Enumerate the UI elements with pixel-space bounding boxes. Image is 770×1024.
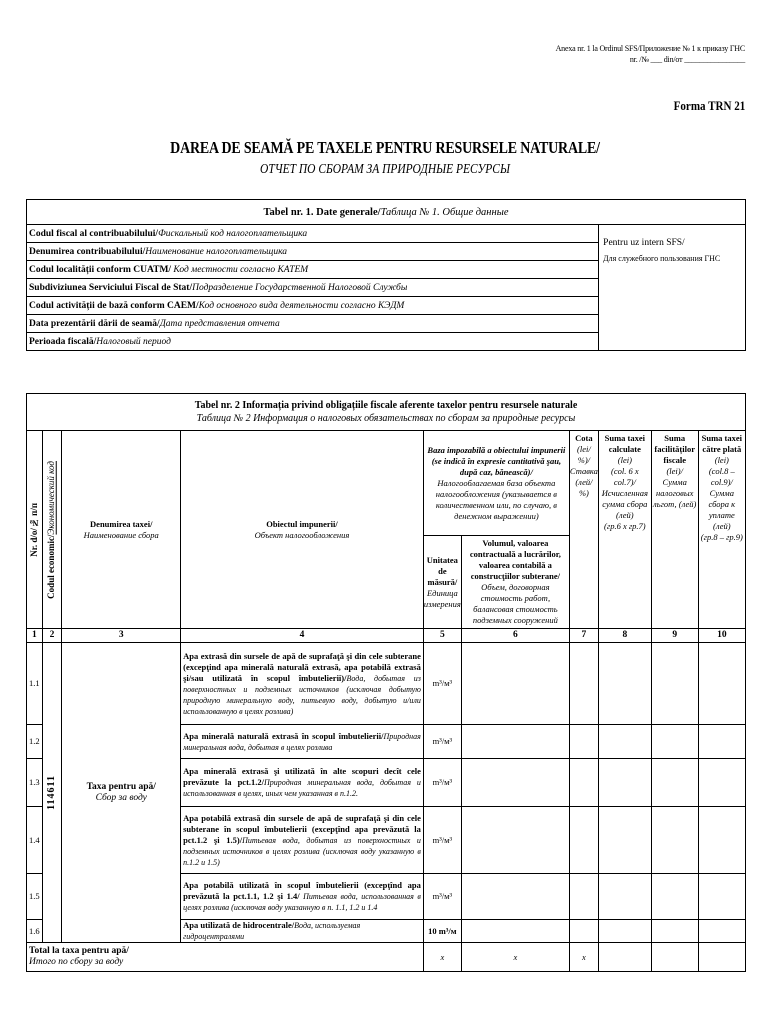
- calculated-input[interactable]: [598, 920, 651, 943]
- taxpayer-name-field[interactable]: Denumirea contribuabilului/Наименование налогоплательщика: [27, 243, 599, 261]
- table-row: 1.3 Apa minerală extrasă şi utilizată în alte scopuri decît cele prevăzute la pct.1.2/Природная минеральная вода, добытая и использованная в целях, иных чем указанная в п.1.2. m³/м³: [27, 759, 746, 807]
- submission-date-field[interactable]: Data prezentării dării de seamă/Дата представления отчета: [27, 315, 599, 333]
- annex-note: [556, 43, 745, 65]
- calculated-input[interactable]: [598, 759, 651, 807]
- col-header-calculated: Suma taxei calculate (lei) (col. 6 x col.7)/ Исчисленная сумма сбора (лей) (гр.6 х гр.7): [598, 431, 651, 629]
- table2-header-ru: Таблица № 2 Информация о налоговых обязательствах по сборам за природные ресурсы: [196, 413, 576, 424]
- unit-cell: 10 m³/м: [423, 920, 461, 943]
- total-volume-x: x: [461, 943, 569, 972]
- table2-header-ro: Tabel nr. 2 Informația privind obligațiile fiscale aferente taxelor pentru resursele naturale: [194, 400, 578, 411]
- total-row: [27, 943, 746, 972]
- to-pay-input[interactable]: [698, 874, 745, 920]
- to-pay-input[interactable]: [698, 759, 745, 807]
- volume-input[interactable]: [461, 920, 569, 943]
- table-row: 1.5 Apa potabilă utilizată în scopul îmbutelierii (excepţînd apa prevăzută la pct.1.1, 1.2 şi 1.4/ Питьевая вода, использованная в целях розлива (исключая воду указанную в п. 1.1, 1.2 и 1.4 m³/м³: [27, 874, 746, 920]
- to-pay-input[interactable]: [698, 725, 745, 759]
- rate-input[interactable]: [569, 807, 598, 874]
- to-pay-input[interactable]: [698, 643, 745, 725]
- report-title-ru: ОТЧЕТ ПО СБОРАМ ЗА ПРИРОДНЫЕ РЕСУРСЫ: [260, 162, 510, 177]
- facilities-input[interactable]: [651, 874, 698, 920]
- fiscal-code-field[interactable]: Codul fiscal al contribuabilului/Фискальный код налогоплательщика: [27, 225, 599, 243]
- activity-code-field[interactable]: Codul activității de bază conform CAEM/Код основного вида деятельности согласно КЭДМ: [27, 297, 599, 315]
- volume-input[interactable]: [461, 807, 569, 874]
- annex-line-1: Anexa nr. 1 la Ordinul SFS/Приложение № 1 к приказу ГНС: [555, 44, 745, 53]
- volume-input[interactable]: [461, 725, 569, 759]
- rate-input[interactable]: [569, 759, 598, 807]
- col-header-facilities: Suma facilităților fiscale (lei)/ Сумма налоговых льгот, (лей): [651, 431, 698, 629]
- form-code: Forma TRN 21: [673, 98, 745, 113]
- total-facilities-input[interactable]: [651, 943, 698, 972]
- facilities-input[interactable]: [651, 807, 698, 874]
- tax-name-cell: Taxa pentru apă/ Сбор за воду: [62, 643, 181, 943]
- col-header-econ-code: Codul economic/Экономический код: [42, 431, 62, 629]
- col-header-rate: Cota (lei/ %)/ Ставка (лей/ %): [569, 431, 598, 629]
- table1-header-ro: Tabel nr. 1. Date generale/: [263, 206, 381, 218]
- total-label: Total la taxa pentru apă/ Итого по сбору за воду: [27, 943, 424, 972]
- rate-input[interactable]: [569, 725, 598, 759]
- table1-header-ru: Таблица № 1. Общие данные: [380, 206, 509, 218]
- sfs-label-ru: Для служебного пользования ГНС: [603, 254, 721, 263]
- calculated-input[interactable]: [598, 807, 651, 874]
- unit-cell: m³/м³: [423, 725, 461, 759]
- col-header-to-pay: Suma taxei către plată (lei) (col.8 – col.9)/ Сумма сбора к уплате (лей) (гр.8 – гр.9): [698, 431, 745, 629]
- object-cell: Apa extrasă din sursele de apă de suprafaţă şi din cele subterane (excepţind apa minerală naturală extrasă, apa potabilă extrasă şi/sau utilizată în scopul îmbutelierii)/Вода, добытая из поверхностных и подземных источников (исключая добытую природную минеральную воду, питьевую воду, добытую и/или использованную в целях розлива): [181, 643, 424, 725]
- facilities-input[interactable]: [651, 759, 698, 807]
- sfs-label-ro: Pentru uz intern SFS/: [603, 238, 685, 248]
- table-row: 1.2 Apa minerală naturală extrasă în scopul îmbutelierii/Природная минеральная вода, добытая в целях розлива m³/м³: [27, 725, 746, 759]
- rate-input[interactable]: [569, 920, 598, 943]
- col-header-object: Obiectul impunerii/ Объект налогообложения: [181, 431, 424, 629]
- volume-input[interactable]: [461, 643, 569, 725]
- unit-cell: m³/м³: [423, 643, 461, 725]
- to-pay-input[interactable]: [698, 920, 745, 943]
- col-header-volume: Volumul, valoarea contractuală a lucrărilor, valoarea contabilă a construcţiilor subterane/Объем, договорная стоимость работ, балансовая стоимость подземных сооружений: [461, 536, 569, 629]
- unit-cell: m³/м³: [423, 807, 461, 874]
- fiscal-period-field[interactable]: Perioada fiscală/Налоговый период: [27, 333, 599, 351]
- total-to-pay-input[interactable]: [698, 943, 745, 972]
- facilities-input[interactable]: [651, 643, 698, 725]
- table2-header: [27, 394, 746, 431]
- object-cell: Apa utilizată de hidrocentrale/Вода, используемая гидроцентралями: [181, 920, 424, 943]
- rate-input[interactable]: [569, 643, 598, 725]
- econ-code-cell: 114611: [42, 643, 62, 943]
- col-header-tax-name: Denumirea taxei/ Наименование сбора: [62, 431, 181, 629]
- calculated-input[interactable]: [598, 643, 651, 725]
- volume-input[interactable]: [461, 759, 569, 807]
- table-row: 1.4 Apa potabilă extrasă din sursele de apă de suprafaţă şi din cele subterane în scopul îmbutelierii (excepţînd apa prevăzută la pct.1.2 şi 1.5)/Питьевая вода, добытая из поверхностных и подземных источников в целях розлива (исключая воду указанную в п.1.2 и 1.5) m³/м³: [27, 807, 746, 874]
- annex-line-2: nr. /№ ___ din/от ________________: [629, 55, 745, 64]
- to-pay-input[interactable]: [698, 807, 745, 874]
- object-cell: Apa minerală naturală extrasă în scopul îmbutelierii/Природная минеральная вода, добытая в целях розлива: [181, 725, 424, 759]
- facilities-input[interactable]: [651, 725, 698, 759]
- general-data-table: [26, 199, 746, 351]
- volume-input[interactable]: [461, 874, 569, 920]
- total-unit-x: x: [423, 943, 461, 972]
- col-header-nr: Nr. d/o/№ п/п: [27, 431, 43, 629]
- report-title-ro: DAREA DE SEAMĂ PE TAXELE PENTRU RESURSELE NATURALE/: [170, 138, 600, 157]
- locality-code-field[interactable]: Codul localității conform CUATM/ Код местности согласно КАТЕМ: [27, 261, 599, 279]
- col-header-unit: Unitatea de măsură/ Единица измерения: [423, 536, 461, 629]
- column-numbers-row: 1 2 3 4 5 6 7 8 9 10: [27, 629, 746, 643]
- table-row: 1.6 Apa utilizată de hidrocentrale/Вода, используемая гидроцентралями 10 m³/м: [27, 920, 746, 943]
- object-cell: Apa potabilă extrasă din sursele de apă de suprafaţă şi din cele subterane în scopul îmbutelierii (excepţînd apa prevăzută la pct.1.2 şi 1.5)/Питьевая вода, добытая из поверхностных и подземных источников в целях розлива (исключая воду указанную в п.1.2 и 1.5): [181, 807, 424, 874]
- object-cell: Apa potabilă utilizată în scopul îmbutelierii (excepţînd apa prevăzută la pct.1.1, 1.2 şi 1.4/ Питьевая вода, использованная в целях розлива (исключая воду указанную в п. 1.1, 1.2 и 1.4: [181, 874, 424, 920]
- total-calculated-input[interactable]: [598, 943, 651, 972]
- facilities-input[interactable]: [651, 920, 698, 943]
- sfs-subdivision-field[interactable]: Subdiviziunea Serviciului Fiscal de Stat/Подразделение Государственной Налоговой Службы: [27, 279, 599, 297]
- table1-header: [27, 200, 746, 225]
- unit-cell: m³/м³: [423, 759, 461, 807]
- table-row: 1.1 114611 Taxa pentru apă/ Сбор за воду Apa extrasă din sursele de apă de suprafaţă şi din cele subterane (excepţind apa minerală naturală extrasă, apa potabilă extrasă şi/sau utilizată în scopul îmbutelierii)/Вода, добытая из поверхностных и подземных источников (исключая добытую природную минеральную воду, питьевую воду, добытую и/или использованную в целях розлива) m³/м³: [27, 643, 746, 725]
- calculated-input[interactable]: [598, 725, 651, 759]
- rate-input[interactable]: [569, 874, 598, 920]
- object-cell: Apa minerală extrasă şi utilizată în alte scopuri decît cele prevăzute la pct.1.2/Природная минеральная вода, добытая и использованная в целях, иных чем указанная в п.1.2.: [181, 759, 424, 807]
- unit-cell: m³/м³: [423, 874, 461, 920]
- col-header-tax-base: Baza impozabilă a obiectului impunerii (se indică în expresie cantitativă şau, după caz, bănească)/ Налогооблагаемая база объекта налогообложения (указывается в количественном или, по случаю, в денежном выражении): [423, 431, 569, 536]
- total-rate-x: x: [569, 943, 598, 972]
- sfs-internal-use-box: [599, 225, 746, 351]
- tax-obligations-table: [26, 393, 746, 972]
- calculated-input[interactable]: [598, 874, 651, 920]
